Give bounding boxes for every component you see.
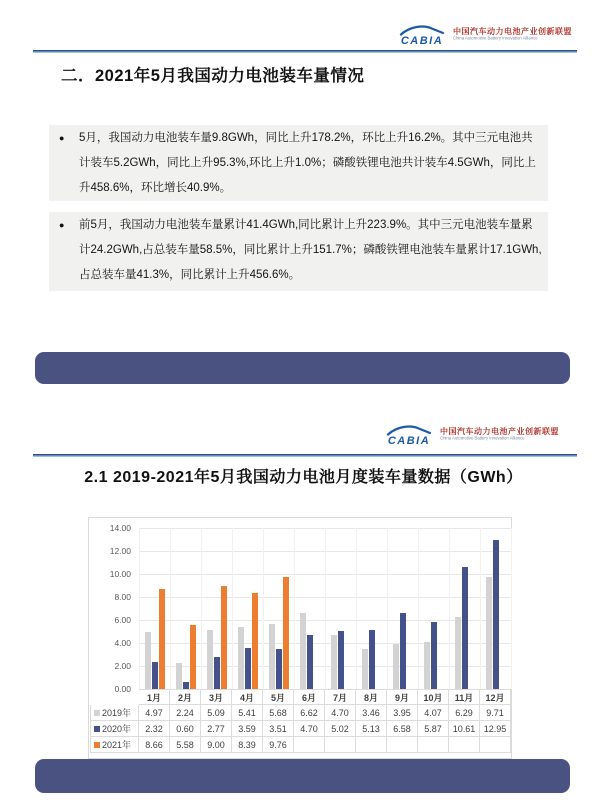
bar-2020年-8月 bbox=[369, 630, 375, 689]
logo-wordmark: CABIA bbox=[387, 435, 431, 447]
value-cell-2020年-6月: 4.70 bbox=[294, 721, 325, 737]
cabia-logo bbox=[398, 24, 572, 46]
bar-2019年-2月 bbox=[176, 663, 182, 689]
value-cell-2020年-11月: 10.61 bbox=[449, 721, 480, 737]
value-cell-2021年-5月: 9.76 bbox=[263, 737, 294, 753]
legend-swatch-icon bbox=[94, 710, 100, 716]
value-cell-2019年-3月: 5.09 bbox=[201, 705, 232, 721]
slide-footer-band bbox=[35, 352, 570, 384]
value-cell-2021年-2月: 5.58 bbox=[170, 737, 201, 753]
value-cell-2020年-2月: 0.60 bbox=[170, 721, 201, 737]
value-cell-2021年-4月: 8.39 bbox=[232, 737, 263, 753]
value-cell-2021年-6月 bbox=[294, 737, 325, 753]
month-header-cell: 1月 bbox=[139, 689, 170, 705]
bar-2019年-9月 bbox=[393, 644, 399, 689]
bar-2019年-10月 bbox=[424, 642, 430, 689]
value-cell-2020年-8月: 5.13 bbox=[356, 721, 387, 737]
bar-group bbox=[325, 528, 356, 689]
y-tick-label: 8.00 bbox=[114, 592, 131, 602]
bar-group bbox=[263, 528, 294, 689]
logo-org-name-en: China Automotive Battery Innovation Alliance bbox=[440, 436, 525, 442]
monthly-installation-bar-chart bbox=[88, 517, 512, 759]
bar-2019年-1月 bbox=[145, 632, 151, 689]
bar-2019年-12月 bbox=[486, 577, 492, 689]
value-cell-2020年-4月: 3.59 bbox=[232, 721, 263, 737]
bar-2019年-7月 bbox=[331, 635, 337, 689]
month-header-cell: 9月 bbox=[387, 689, 418, 705]
month-header-cell: 6月 bbox=[294, 689, 325, 705]
series-name: 2021年 bbox=[102, 740, 132, 750]
bar-2019年-11月 bbox=[455, 617, 461, 689]
value-cell-2021年-10月 bbox=[418, 737, 449, 753]
month-header-cell: 11月 bbox=[449, 689, 480, 705]
bar-2020年-7月 bbox=[338, 631, 344, 689]
month-header-cell: 5月 bbox=[263, 689, 294, 705]
value-cell-2021年-7月 bbox=[325, 737, 356, 753]
bar-2021年-2月 bbox=[190, 625, 196, 689]
bar-2021年-1月 bbox=[159, 589, 165, 689]
legend-swatch-icon bbox=[94, 726, 100, 732]
bar-group bbox=[294, 528, 325, 689]
y-tick-label: 6.00 bbox=[114, 615, 131, 625]
bar-2019年-8月 bbox=[362, 649, 368, 689]
series-name: 2019年 bbox=[102, 708, 132, 718]
bar-group bbox=[170, 528, 201, 689]
table-corner-cell bbox=[90, 689, 139, 705]
logo-wordmark: CABIA bbox=[400, 35, 444, 47]
bar-2020年-6月 bbox=[307, 635, 313, 689]
value-cell-2021年-11月 bbox=[449, 737, 480, 753]
month-header-cell: 3月 bbox=[201, 689, 232, 705]
series-name: 2020年 bbox=[102, 724, 132, 734]
month-header-cell: 8月 bbox=[356, 689, 387, 705]
bar-2021年-4月 bbox=[252, 593, 258, 689]
value-cell-2019年-5月: 5.68 bbox=[263, 705, 294, 721]
month-header-cell: 7月 bbox=[325, 689, 356, 705]
value-cell-2020年-9月: 6.58 bbox=[387, 721, 418, 737]
column-separator bbox=[511, 528, 512, 689]
y-tick-label: 2.00 bbox=[114, 661, 131, 671]
value-cell-2021年-8月 bbox=[356, 737, 387, 753]
bullet-text: 前5月，我国动力电池装车量累计41.4GWh,同比累计上升223.9%。其中三元电池装车量累计24.2GWh,占总装车量58.5%，同比累计上升151.7%；磷酸铁锂电池装车量累计17.1GWh,占总装车量41.3%，同比累计上升456.6%。 bbox=[79, 219, 542, 281]
series-legend-cell bbox=[90, 737, 139, 753]
bar-2019年-6月 bbox=[300, 613, 306, 689]
value-cell-2020年-7月: 5.02 bbox=[325, 721, 356, 737]
bar-group bbox=[139, 528, 170, 689]
bar-group bbox=[201, 528, 232, 689]
series-legend-cell bbox=[90, 721, 139, 737]
value-cell-2019年-4月: 5.41 bbox=[232, 705, 263, 721]
series-legend-cell bbox=[90, 705, 139, 721]
cabia-logo bbox=[385, 424, 559, 446]
y-tick-label: 0.00 bbox=[114, 684, 131, 694]
bar-2020年-3月 bbox=[214, 657, 220, 689]
month-header-cell: 2月 bbox=[170, 689, 201, 705]
value-cell-2020年-12月: 12.95 bbox=[480, 721, 511, 737]
value-cell-2019年-10月: 4.07 bbox=[418, 705, 449, 721]
chart-data-table bbox=[90, 689, 511, 753]
value-cell-2019年-9月: 3.95 bbox=[387, 705, 418, 721]
bar-2020年-1月 bbox=[152, 662, 158, 689]
value-cell-2020年-5月: 3.51 bbox=[263, 721, 294, 737]
bar-2020年-12月 bbox=[493, 540, 499, 689]
value-cell-2019年-8月: 3.46 bbox=[356, 705, 387, 721]
bar-2020年-9月 bbox=[400, 613, 406, 689]
value-cell-2019年-1月: 4.97 bbox=[139, 705, 170, 721]
value-cell-2019年-11月: 6.29 bbox=[449, 705, 480, 721]
value-cell-2020年-3月: 2.77 bbox=[201, 721, 232, 737]
logo-org-name-cn: 中国汽车动力电池产业创新联盟 bbox=[453, 27, 572, 36]
bar-group bbox=[480, 528, 511, 689]
value-cell-2021年-3月: 9.00 bbox=[201, 737, 232, 753]
bar-group bbox=[387, 528, 418, 689]
bullet-marker-icon: ● bbox=[59, 220, 65, 230]
logo-org-name-en: China Automotive Battery Innovation Alliance bbox=[453, 36, 538, 42]
y-tick-label: 14.00 bbox=[109, 523, 131, 533]
value-cell-2020年-1月: 2.32 bbox=[139, 721, 170, 737]
logo-mark bbox=[385, 424, 433, 446]
value-cell-2019年-12月: 9.71 bbox=[480, 705, 511, 721]
value-cell-2019年-2月: 2.24 bbox=[170, 705, 201, 721]
bar-2021年-3月 bbox=[221, 586, 227, 690]
bullet-marker-icon: ● bbox=[59, 133, 65, 143]
bar-group bbox=[232, 528, 263, 689]
bar-2019年-5月 bbox=[269, 624, 275, 689]
month-header-cell: 10月 bbox=[418, 689, 449, 705]
bar-2019年-4月 bbox=[238, 627, 244, 689]
value-cell-2021年-9月 bbox=[387, 737, 418, 753]
logo-org-name-cn: 中国汽车动力电池产业创新联盟 bbox=[440, 427, 559, 436]
y-tick-label: 4.00 bbox=[114, 638, 131, 648]
bullet-item bbox=[49, 212, 548, 291]
bar-2020年-11月 bbox=[462, 567, 468, 689]
slide-footer-band bbox=[35, 759, 570, 793]
bar-2020年-4月 bbox=[245, 648, 251, 689]
bar-2020年-2月 bbox=[183, 682, 189, 689]
bar-2021年-5月 bbox=[283, 577, 289, 689]
header-divider bbox=[33, 50, 577, 53]
y-tick-label: 12.00 bbox=[109, 546, 131, 556]
logo-mark bbox=[398, 24, 446, 46]
bullet-item bbox=[49, 125, 548, 201]
bar-group bbox=[418, 528, 449, 689]
month-header-cell: 4月 bbox=[232, 689, 263, 705]
value-cell-2021年-1月: 8.66 bbox=[139, 737, 170, 753]
value-cell-2019年-6月: 6.62 bbox=[294, 705, 325, 721]
month-header-cell: 12月 bbox=[480, 689, 511, 705]
chart-section-title: 2.1 2019-2021年5月我国动力电池月度装车量数据（GWh） bbox=[84, 469, 523, 486]
y-tick-label: 10.00 bbox=[109, 569, 131, 579]
value-cell-2021年-12月 bbox=[480, 737, 511, 753]
section-title: 二．2021年5月我国动力电池装车量情况 bbox=[61, 67, 365, 85]
value-cell-2019年-7月: 4.70 bbox=[325, 705, 356, 721]
bar-2019年-3月 bbox=[207, 630, 213, 689]
bullet-text: 5月，我国动力电池装车量9.8GWh，同比上升178.2%，环比上升16.2%。其中三元电池共计装车5.2GWh，同比上升95.3%,环比上升1.0%；磷酸铁锂电池共计装车4.5GWh，同比上升458.6%，环比增长40.9%。 bbox=[79, 132, 536, 194]
legend-swatch-icon bbox=[94, 742, 100, 748]
bar-group bbox=[356, 528, 387, 689]
header-divider bbox=[33, 454, 577, 457]
value-cell-2020年-10月: 5.87 bbox=[418, 721, 449, 737]
bar-2020年-5月 bbox=[276, 649, 282, 689]
bar-group bbox=[449, 528, 480, 689]
bar-2020年-10月 bbox=[431, 622, 437, 690]
